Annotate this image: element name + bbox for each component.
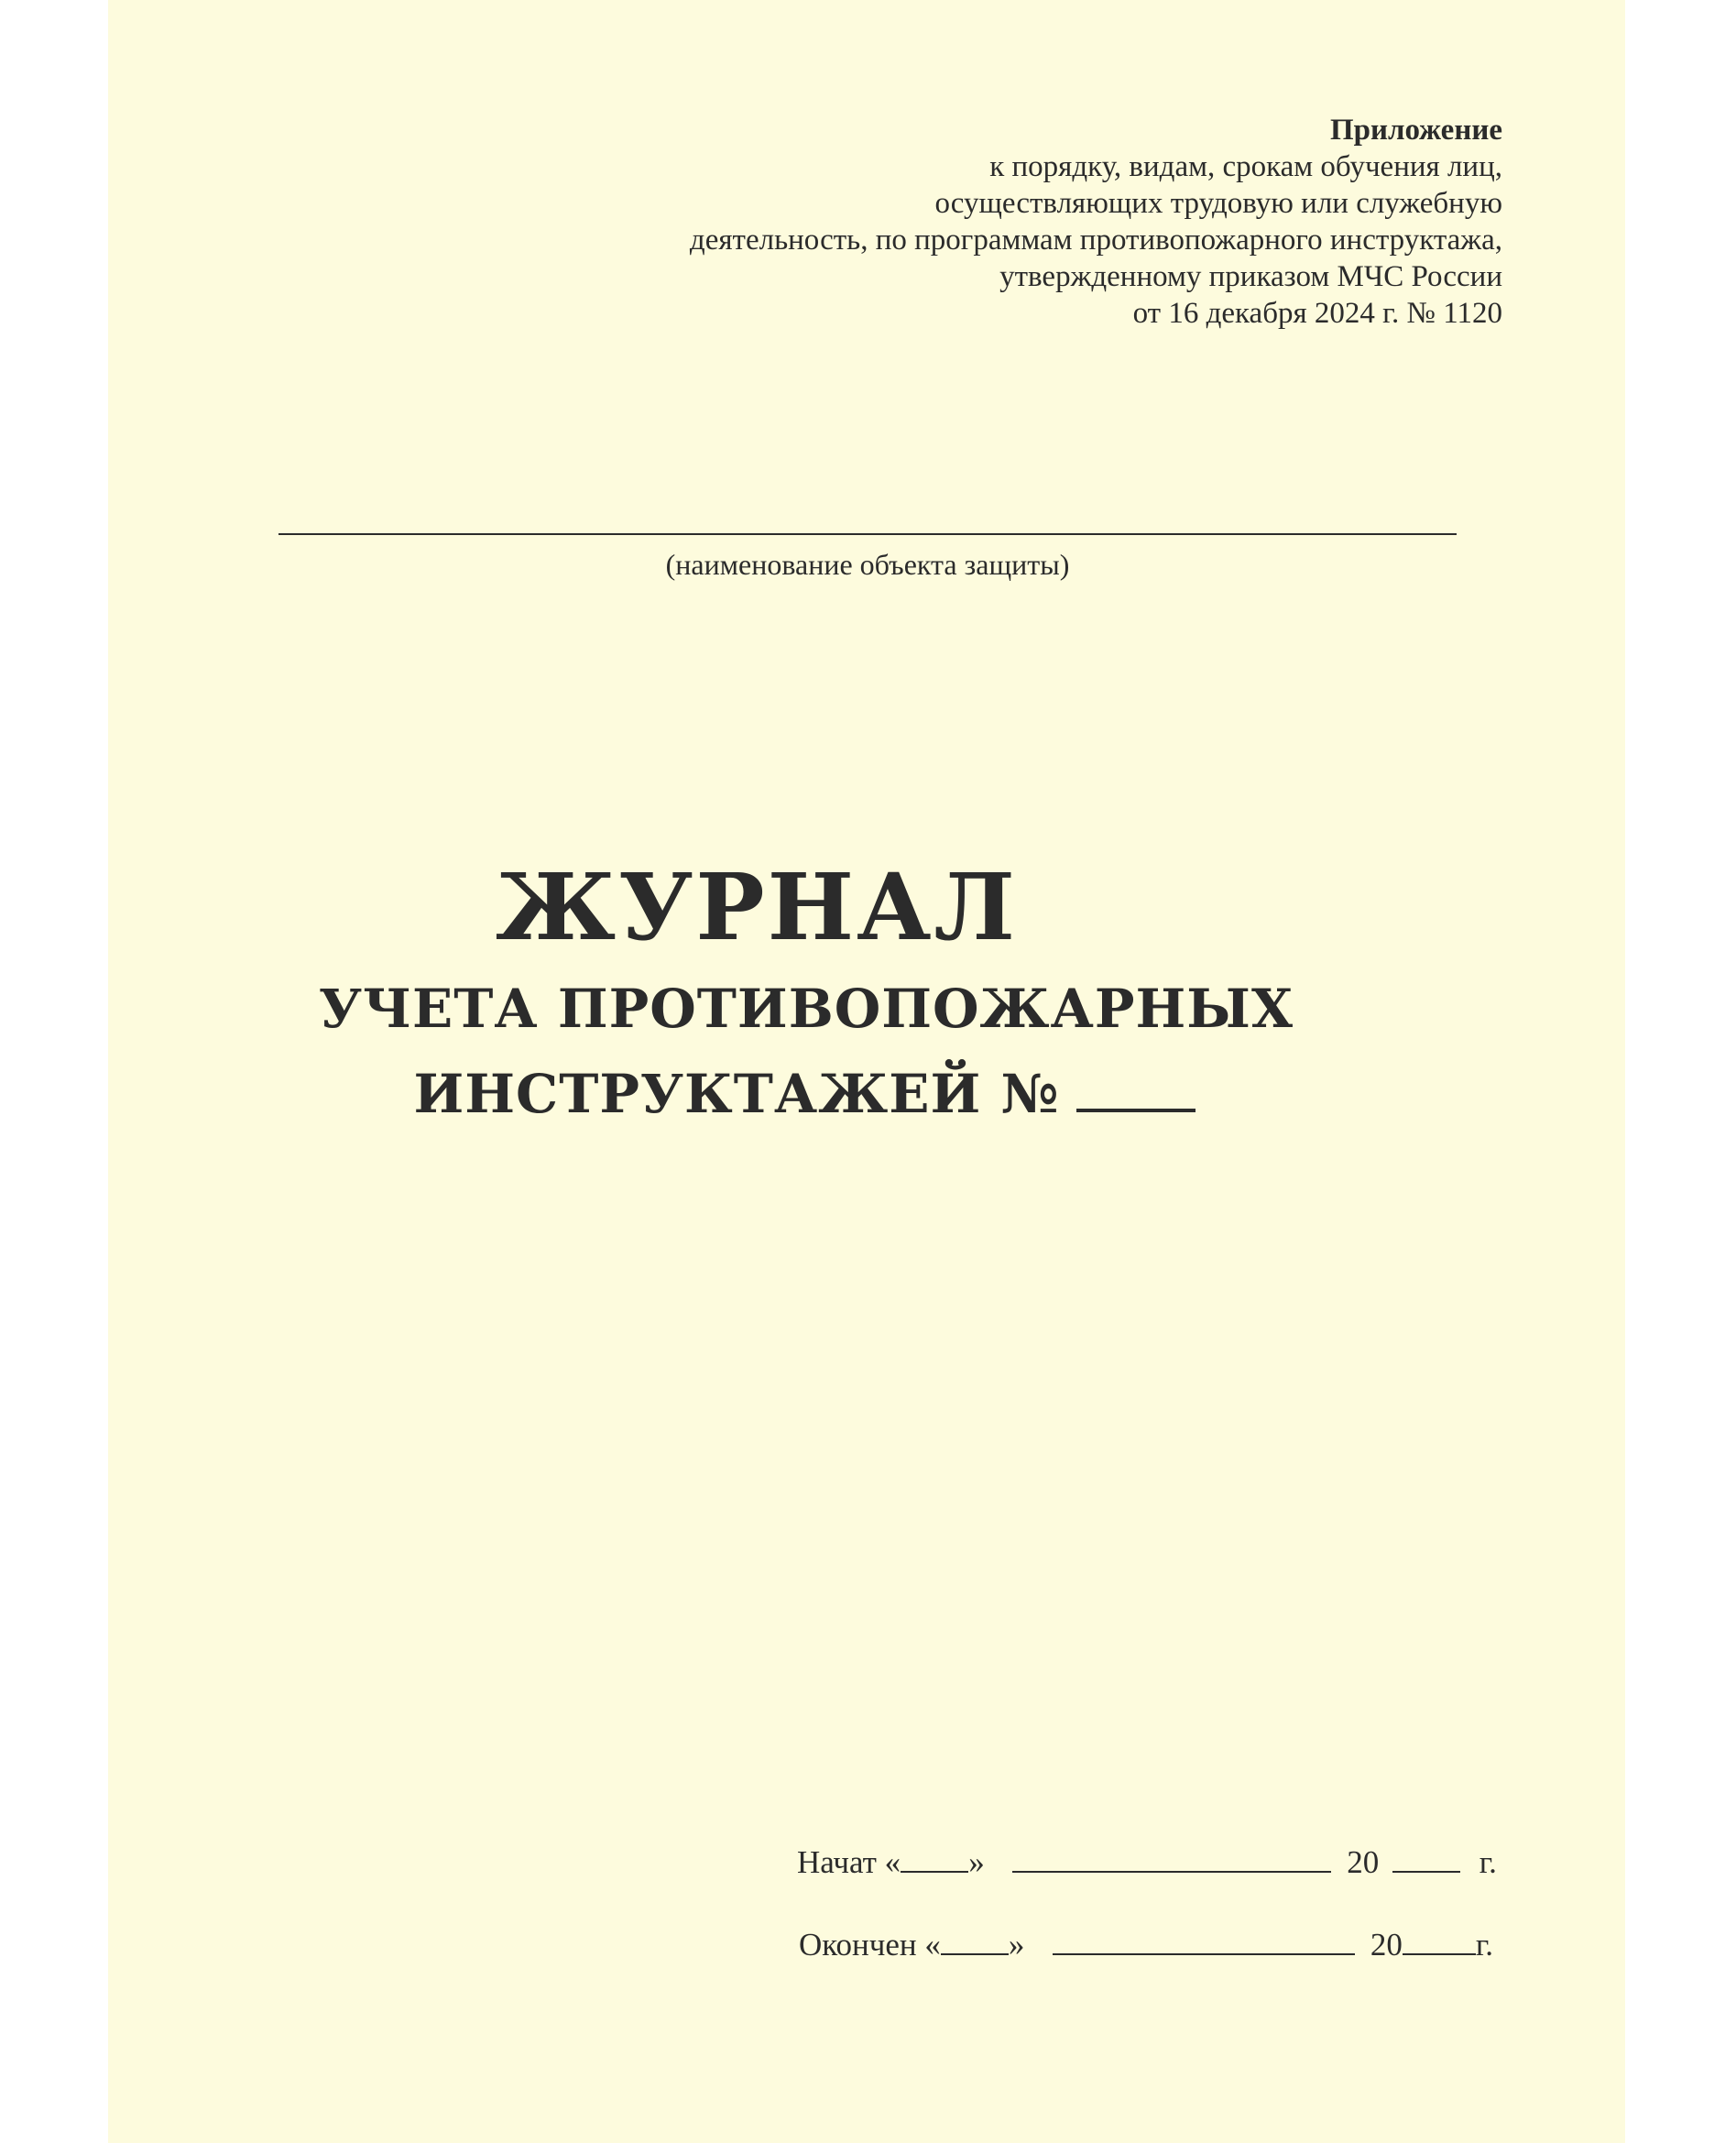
end-day-blank[interactable]	[941, 1926, 1009, 1955]
appendix-line: к порядку, видам, срокам обучения лиц,	[989, 150, 1502, 183]
appendix-line: осуществляющих трудовую или служебную	[934, 187, 1502, 220]
journal-title: ЖУРНАЛ	[496, 853, 1018, 961]
appendix-line: утвержденному приказом МЧС России	[999, 260, 1502, 293]
journal-subtitle-line-1: УЧЕТА ПРОТИВОПОЖАРНЫХ	[319, 978, 1294, 1040]
start-date-label: Начат «	[797, 1844, 901, 1880]
start-quote-close: »	[968, 1844, 985, 1880]
appendix-line: от 16 декабря 2024 г. № 1120	[1132, 297, 1502, 330]
end-year-suffix: г.	[1475, 1927, 1494, 1963]
end-date-label: Окончен «	[799, 1927, 941, 1963]
end-quote-close: »	[1008, 1927, 1025, 1963]
journal-cover	[108, 0, 1625, 2143]
appendix-block	[495, 112, 1502, 332]
object-name-caption: (наименование объекта защиты)	[665, 548, 1070, 581]
start-day-blank[interactable]	[901, 1843, 968, 1873]
end-month-blank[interactable]	[1053, 1926, 1355, 1955]
end-date-row	[799, 1926, 1493, 1963]
start-date-row	[797, 1843, 1497, 1881]
start-century: 20	[1347, 1844, 1380, 1880]
journal-number-label: ИНСТРУКТАЖЕЙ №	[413, 1063, 1060, 1125]
start-month-blank[interactable]	[1012, 1843, 1331, 1873]
appendix-line: деятельность, по программам противопожарного инструктажа,	[689, 224, 1502, 257]
end-year-blank[interactable]	[1403, 1926, 1476, 1955]
object-name-blank-line[interactable]	[278, 533, 1457, 535]
start-year-blank[interactable]	[1392, 1843, 1460, 1873]
start-year-suffix: г.	[1479, 1844, 1497, 1880]
journal-number-blank[interactable]	[1076, 1061, 1196, 1112]
end-century: 20	[1370, 1927, 1403, 1963]
journal-subtitle-line-2	[46, 1061, 1563, 1126]
appendix-heading: Приложение	[1329, 114, 1502, 147]
